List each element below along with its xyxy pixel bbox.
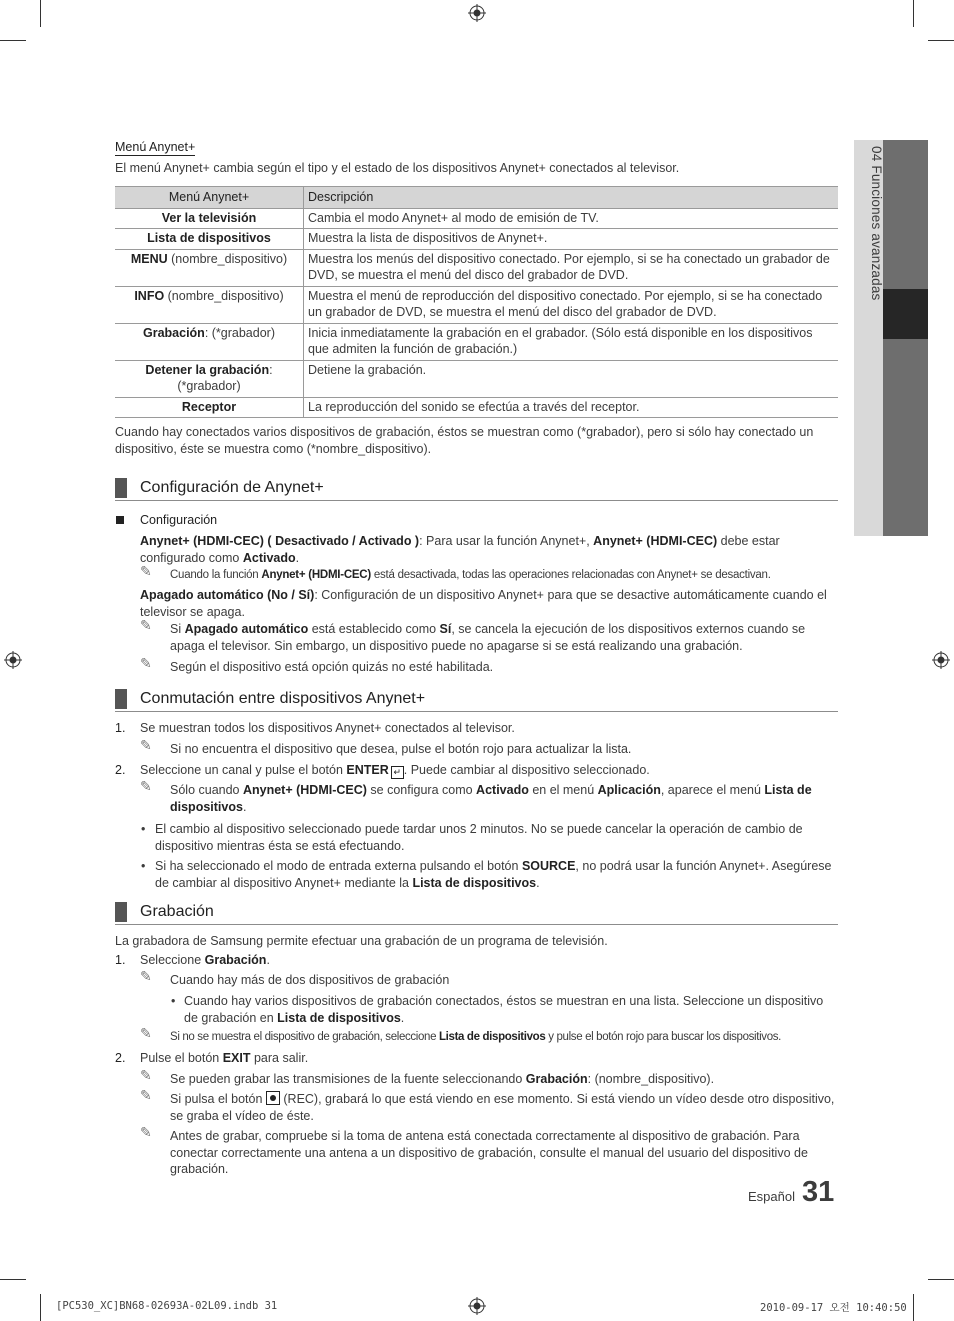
intro-text: El menú Anynet+ cambia según el tipo y el estado de los dispositivos Anynet+ conectados al televisor. xyxy=(115,161,680,175)
text: , se cancela la ejecución de los dispositivos externos cuando se apaga el televisor. Sin embargo, un dispositivo puede no apagarse si se está realizando una grabación. xyxy=(170,622,806,653)
text: . xyxy=(400,1010,405,1025)
menu-item-desc: Muestra el menú de reproducción del dispositivo conectado. Por ejemplo, si se ha conectado un grabador de DVD, se muestra el menú del disco del grabador de DVD. xyxy=(304,286,839,323)
menu-item-suffix: : (*grabador) xyxy=(204,325,275,340)
note-pencil-icon: ✎ xyxy=(140,1087,152,1103)
crop-mark xyxy=(913,1294,914,1321)
table-row xyxy=(115,397,838,418)
text: , aparece el menú xyxy=(660,783,765,797)
chapter-tab-indicator xyxy=(883,289,928,339)
step-text: Se muestran todos los dispositivos Anynet+ conectados al televisor. xyxy=(140,721,515,735)
text: está desactivada, todas las operaciones relacionadas con Anynet+ se desactivan. xyxy=(370,569,771,581)
note: Cuando hay más de dos dispositivos de grabación xyxy=(170,973,450,987)
menu-name: Grabación xyxy=(525,1072,588,1086)
menu-item-desc: Detiene la grabación. xyxy=(304,360,839,397)
step-number: 2. xyxy=(115,1051,126,1065)
bullet-text xyxy=(155,858,840,891)
text: Cuando hay varios dispositivos de grabación conectados, éstos se muestran en una lista. Seleccione un dispositivo de grabación en xyxy=(184,994,824,1025)
section-marker xyxy=(115,478,127,498)
menu-item-desc: Cambia el modo Anynet+ al modo de emisión de TV. xyxy=(304,208,839,229)
menu-name: Grabación xyxy=(204,953,267,967)
setting-anynet-hdmi xyxy=(140,533,840,566)
note xyxy=(170,1071,840,1088)
note-pencil-icon: ✎ xyxy=(140,1067,152,1083)
text: Si ha seleccionado el modo de entrada externa pulsando el botón xyxy=(155,859,522,873)
setting-name: Anynet+ (HDMI-CEC) ( Desactivado / Activado ) xyxy=(140,534,420,548)
step-number: 2. xyxy=(115,763,126,777)
note-pencil-icon: ✎ xyxy=(140,1124,152,1140)
section-intro: La grabadora de Samsung permite efectuar una grabación de un programa de televisión. xyxy=(115,934,608,948)
text: . Puede cambiar al dispositivo seleccionado. xyxy=(403,763,650,777)
menu-item-name: MENU xyxy=(130,251,168,266)
step-text xyxy=(140,762,840,779)
menu-name: Aplicación xyxy=(597,783,661,797)
text: : Configuración de un dispositivo Anynet+ para que se desactive automáticamente cuando el televisor se apaga. xyxy=(140,588,827,619)
table-header-row xyxy=(115,187,838,209)
crop-mark xyxy=(0,1279,26,1280)
setting-name: Anynet+ (HDMI-CEC) xyxy=(242,783,367,797)
text: y pulse el botón rojo para buscar los dispositivos. xyxy=(545,1031,781,1043)
text: Se pueden grabar las transmisiones de la fuente seleccionando xyxy=(170,1072,526,1086)
menu-item-name: Lista de dispositivos xyxy=(147,231,271,245)
note-pencil-icon: ✎ xyxy=(140,968,152,984)
registration-mark-icon xyxy=(468,4,486,22)
menu-item-desc: Inicia inmediatamente la grabación en el grabador. (Sólo está disponible en los dispositivos que admiten la función de grabación.) xyxy=(304,323,839,360)
step-number: 1. xyxy=(115,953,126,967)
section-title: Grabación xyxy=(140,903,214,920)
menu-item-suffix: : (*grabador) xyxy=(177,362,273,393)
anynet-menu-table xyxy=(115,186,838,418)
menu-name: Lista de dispositivos xyxy=(412,875,537,890)
text: en el menú xyxy=(528,783,598,797)
table-header: Descripción xyxy=(304,187,839,209)
menu-item-name: Receptor xyxy=(181,399,237,414)
footer-language: Español xyxy=(748,1189,795,1204)
note-pencil-icon: ✎ xyxy=(140,737,152,753)
text: Pulse el botón xyxy=(140,1051,223,1065)
bullet-dot: • xyxy=(171,994,176,1008)
bullet-heading: Configuración xyxy=(140,513,218,527)
text: está establecido como xyxy=(308,622,440,636)
text: . xyxy=(536,875,540,890)
bullet-text: El cambio al dispositivo seleccionado puede tardar unos 2 minutos. No se puede cancelar la operación de cambio de dispositivo mientras ésta se está efectuando. xyxy=(155,822,803,853)
table-row xyxy=(115,208,838,229)
text: Si pulsa el botón xyxy=(170,1092,266,1106)
note xyxy=(170,568,860,583)
setting-name: Apagado automático xyxy=(184,622,309,636)
registration-mark-icon xyxy=(932,651,950,669)
section-title: Configuración de Anynet+ xyxy=(140,479,324,496)
crop-mark xyxy=(0,40,26,41)
text: . xyxy=(266,953,270,967)
table-footnote: Cuando hay conectados varios dispositivos de grabación, éstos se muestran como (*grabador), pero si sólo hay conectado un dispositivo, éste se muestra como (*nombre_dispositivo). xyxy=(115,425,814,456)
page-number: 31 xyxy=(802,1176,835,1208)
crop-mark xyxy=(40,1294,41,1321)
menu-item-name: Ver la televisión xyxy=(161,210,257,225)
rec-button-icon xyxy=(266,1091,280,1105)
registration-mark-icon xyxy=(4,651,22,669)
text: Si no se muestra el dispositivo de grabación, seleccione xyxy=(170,1031,439,1043)
setting-auto-off xyxy=(140,587,840,620)
note-pencil-icon: ✎ xyxy=(140,563,152,579)
section-marker xyxy=(115,902,127,922)
step-text xyxy=(140,952,840,969)
text: Cuando la función xyxy=(170,569,262,581)
bullet-text xyxy=(184,993,840,1026)
table-row xyxy=(115,360,838,397)
text: : (nombre_dispositivo). xyxy=(587,1072,715,1086)
table-header: Menú Anynet+ xyxy=(115,187,304,209)
slug-timestamp: 2010-09-17 오전 10:40:50 xyxy=(760,1302,907,1314)
setting-value: Activado xyxy=(476,783,529,797)
menu-item-desc: Muestra los menús del dispositivo conectado. Por ejemplo, si se ha conectado un grabador de DVD, se muestra el menú del disco del grabador de DVD. xyxy=(304,249,839,286)
table-row xyxy=(115,249,838,286)
text: Seleccione un canal y pulse el botón xyxy=(140,763,347,777)
note xyxy=(170,1091,840,1124)
registration-mark-icon xyxy=(468,1297,486,1315)
text: . xyxy=(295,550,300,565)
text: para salir. xyxy=(250,1051,309,1065)
chapter-tab-label: 04 Funciones avanzadas xyxy=(869,146,884,301)
setting-name: Apagado automático (No / Sí) xyxy=(140,588,315,602)
text: . xyxy=(242,799,247,814)
menu-item-name: Grabación xyxy=(142,325,205,340)
menu-name: Lista de dispositivos xyxy=(170,783,812,814)
text: Sólo cuando xyxy=(170,783,243,797)
crop-mark xyxy=(928,40,954,41)
square-bullet-icon xyxy=(116,516,124,524)
button-name: EXIT xyxy=(222,1051,251,1065)
step-number: 1. xyxy=(115,721,126,735)
setting-value: Activado xyxy=(242,550,296,565)
text: , no podrá usar la función Anynet+. Asegúrese de cambiar al dispositivo Anynet+ mediante la xyxy=(155,859,832,890)
button-name: ENTER xyxy=(346,763,389,777)
crop-mark xyxy=(40,0,41,27)
text: se configura como xyxy=(366,783,477,797)
section-header-recording xyxy=(115,902,838,925)
note-pencil-icon: ✎ xyxy=(140,1025,152,1041)
menu-item-name: INFO xyxy=(134,288,165,303)
setting-name: Anynet+ (HDMI-CEC) xyxy=(261,569,371,581)
note xyxy=(170,782,840,815)
button-name: SOURCE xyxy=(521,859,576,873)
menu-item-desc: Muestra la lista de dispositivos de Anynet+. xyxy=(304,229,839,250)
menu-item-suffix: (nombre_dispositivo) xyxy=(164,288,284,303)
text: (REC), grabará lo que está viendo en ese momento. Si está viendo un vídeo desde otro dispositivo, se graba el vídeo de éste. xyxy=(170,1092,835,1123)
slug-file: [PC530_XC]BN68-02693A-02L09.indb 31 xyxy=(56,1300,278,1312)
section-header-switch xyxy=(115,689,838,712)
note-pencil-icon: ✎ xyxy=(140,655,152,671)
table-row xyxy=(115,323,838,360)
note-pencil-icon: ✎ xyxy=(140,617,152,633)
note: Antes de grabar, compruebe si la toma de antena está conectada correctamente al dispositivo de grabación. Para conectar correctamente una antena a un dispositivo de grabación, consulte el manual del usuario del dispositivo de grabación. xyxy=(170,1129,808,1176)
setting-name: Anynet+ (HDMI-CEC) xyxy=(593,534,718,548)
section-marker xyxy=(115,689,127,709)
step-text xyxy=(140,1050,840,1067)
setting-value: Sí xyxy=(439,622,452,636)
bullet-dot: • xyxy=(141,859,146,873)
note-pencil-icon: ✎ xyxy=(140,778,152,794)
table-row xyxy=(115,229,838,250)
text: Si xyxy=(170,622,185,636)
menu-item-suffix: (nombre_dispositivo) xyxy=(167,251,288,266)
note xyxy=(170,621,840,654)
menu-title: Menú Anynet+ xyxy=(115,140,196,154)
menu-item-desc: La reproducción del sonido se efectúa a través del receptor. xyxy=(304,397,839,418)
section-header-config xyxy=(115,478,838,501)
note xyxy=(170,1030,850,1045)
text: debe estar configurado como xyxy=(140,534,780,565)
text: Seleccione xyxy=(140,953,205,967)
text: : Para usar la función Anynet+, xyxy=(419,534,594,548)
crop-mark xyxy=(928,1279,954,1280)
note: Si no encuentra el dispositivo que desea, pulse el botón rojo para actualizar la lista. xyxy=(170,742,632,756)
menu-name: Lista de dispositivos xyxy=(439,1031,546,1043)
table-row xyxy=(115,286,838,323)
enter-icon: ↵ xyxy=(391,766,404,779)
section-title: Conmutación entre dispositivos Anynet+ xyxy=(140,690,426,707)
note: Según el dispositivo está opción quizás no esté habilitada. xyxy=(170,660,494,674)
menu-item-name: Detener la grabación xyxy=(145,362,270,377)
menu-name: Lista de dispositivos xyxy=(277,1010,401,1025)
crop-mark xyxy=(913,0,914,27)
bullet-dot: • xyxy=(141,822,146,836)
